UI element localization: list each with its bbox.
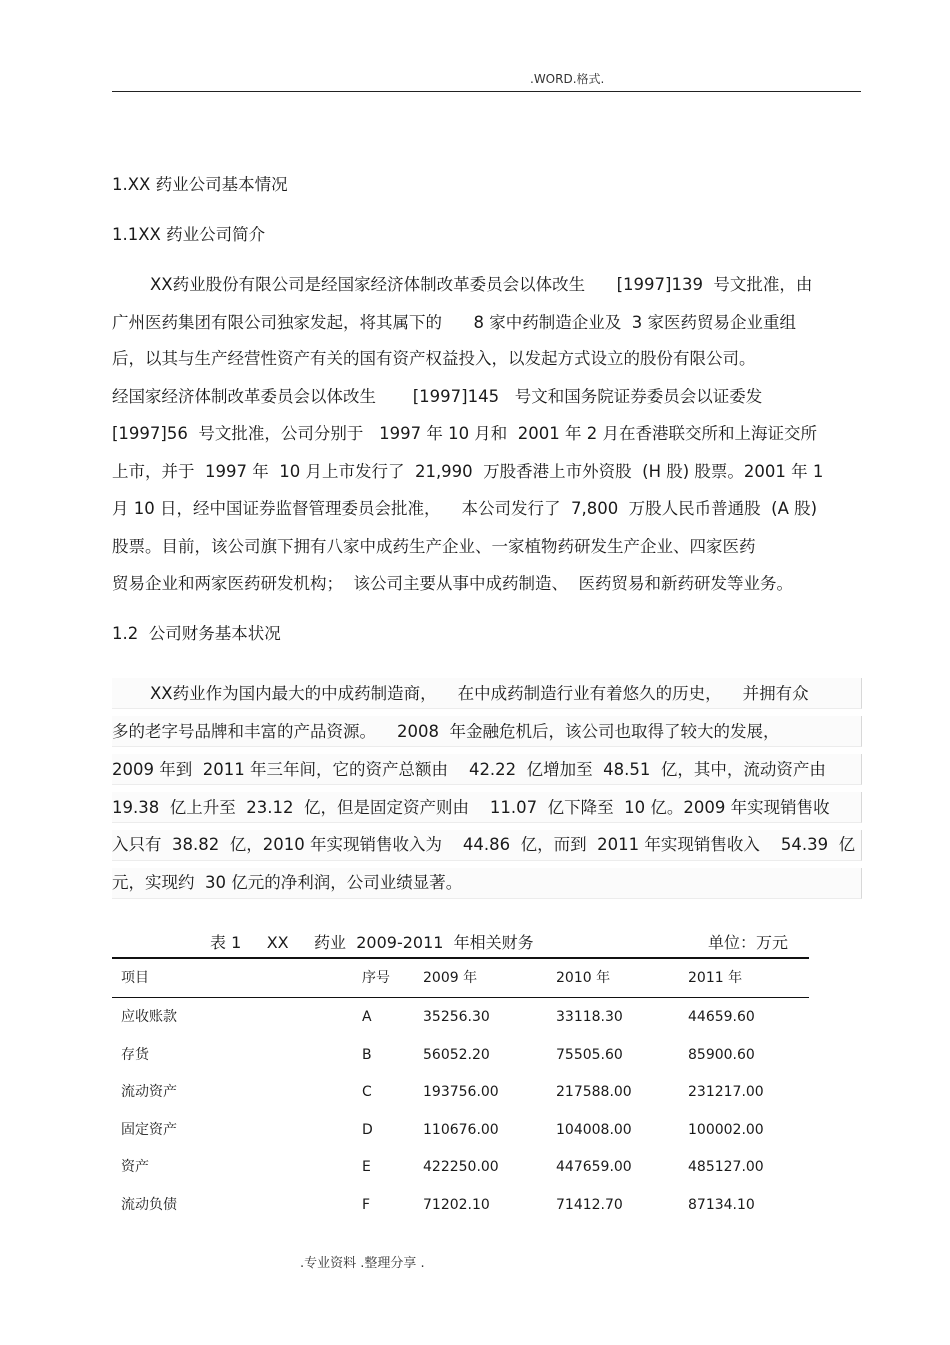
cell-2010: 75505.60 xyxy=(556,1047,623,1063)
header-cell-item: 项目 xyxy=(121,970,149,986)
cell-seq: B xyxy=(362,1047,372,1063)
page-header: .WORD.格式. xyxy=(530,72,605,86)
paragraph-line: [1997]56 号文批准，公司分别于 1997 年 10 月和 2001 年 2 月在香港联交所和上海证交所 xyxy=(112,424,818,443)
cell-2010: 71412.70 xyxy=(556,1197,623,1213)
paragraph-line: 广州医药集团有限公司独家发起，将其属下的 8 家中药制造企业及 3 家医药贸易企业重组 xyxy=(112,313,796,332)
table-header-rule xyxy=(112,997,809,998)
cell-item: 存货 xyxy=(121,1047,149,1063)
cell-2009: 35256.30 xyxy=(423,1009,490,1025)
cell-2009: 71202.10 xyxy=(423,1197,490,1213)
header-cell-seq: 序号 xyxy=(362,970,390,986)
cell-seq: D xyxy=(362,1122,373,1138)
section-1-2-title: 1.2 公司财务基本状况 xyxy=(112,624,281,643)
cell-2009: 422250.00 xyxy=(423,1159,499,1175)
section-1-1-title: 1.1XX 药业公司简介 xyxy=(112,225,266,244)
cell-seq: A xyxy=(362,1009,372,1025)
header-cell-2011: 2011 年 xyxy=(688,970,743,986)
paragraph-line: 入只有 38.82 亿，2010 年实现销售收入为 44.86 亿，而到 2011 年实现销售收入 54.39 亿 xyxy=(112,835,856,854)
page-footer: .专业资料 .整理分享 . xyxy=(300,1256,425,1271)
cell-item: 应收账款 xyxy=(121,1009,177,1025)
paragraph-line: 股票。目前，该公司旗下拥有八家中成药生产企业、一家植物药研发生产企业、四家医药 xyxy=(112,537,756,556)
paragraph-line: XX药业作为国内最大的中成药制造商， 在中成药制造行业有着悠久的历史， 并拥有众 xyxy=(150,684,809,703)
paragraph-line: 2009 年到 2011 年三年间，它的资产总额由 42.22 亿增加至 48.51 亿，其中，流动资产由 xyxy=(112,760,826,779)
cell-2010: 217588.00 xyxy=(556,1084,632,1100)
paragraph-line: 贸易企业和两家医药研发机构； 该公司主要从事中成药制造、 医药贸易和新药研发等业务。 xyxy=(112,574,793,593)
paragraph-line: XX药业股份有限公司是经国家经济体制改革委员会以体改生 [1997]139 号文批准，由 xyxy=(150,275,813,294)
cell-2010: 33118.30 xyxy=(556,1009,623,1025)
cell-seq: C xyxy=(362,1084,372,1100)
table-unit: 单位：万元 xyxy=(708,933,789,952)
paragraph-line: 上市，并于 1997 年 10 月上市发行了 21,990 万股香港上市外资股 (H 股) 股票。2001 年 1 xyxy=(112,462,824,481)
cell-2010: 104008.00 xyxy=(556,1122,632,1138)
cell-item: 流动负债 xyxy=(121,1197,177,1213)
header-cell-2010: 2010 年 xyxy=(556,970,611,986)
table-top-rule xyxy=(112,957,809,959)
cell-seq: E xyxy=(362,1159,371,1175)
paragraph-line: 经国家经济体制改革委员会以体改生 [1997]145 号文和国务院证券委员会以证委发 xyxy=(112,387,763,406)
cell-2011: 231217.00 xyxy=(688,1084,764,1100)
table-caption: 表 1 XX 药业 2009-2011 年相关财务 xyxy=(210,933,534,952)
paragraph-line: 19.38 亿上升至 23.12 亿，但是固定资产则由 11.07 亿下降至 10 亿。2009 年实现销售收 xyxy=(112,798,830,817)
paragraph-line: 多的老字号品牌和丰富的产品资源。 2008 年金融危机后，该公司也取得了较大的发展， xyxy=(112,722,780,741)
cell-2011: 44659.60 xyxy=(688,1009,755,1025)
cell-item: 固定资产 xyxy=(121,1122,177,1138)
cell-seq: F xyxy=(362,1197,371,1213)
cell-2009: 56052.20 xyxy=(423,1047,490,1063)
paragraph-line: 后，以其与生产经营性资产有关的国有资产权益投入，以发起方式设立的股份有限公司。 xyxy=(112,349,756,368)
cell-2010: 447659.00 xyxy=(556,1159,632,1175)
cell-2009: 193756.00 xyxy=(423,1084,499,1100)
section-1-title: 1.XX 药业公司基本情况 xyxy=(112,175,288,194)
paragraph-line: 月 10 日，经中国证券监督管理委员会批准， 本公司发行了 7,800 万股人民币普通股 (A 股) xyxy=(112,499,818,518)
paragraph-line: 元，实现约 30 亿元的净利润，公司业绩显著。 xyxy=(112,873,463,892)
cell-2011: 87134.10 xyxy=(688,1197,755,1213)
cell-2011: 100002.00 xyxy=(688,1122,764,1138)
cell-2011: 85900.60 xyxy=(688,1047,755,1063)
header-cell-2009: 2009 年 xyxy=(423,970,478,986)
cell-2011: 485127.00 xyxy=(688,1159,764,1175)
header-rule xyxy=(112,91,861,92)
cell-item: 资产 xyxy=(121,1159,149,1175)
cell-item: 流动资产 xyxy=(121,1084,177,1100)
cell-2009: 110676.00 xyxy=(423,1122,499,1138)
